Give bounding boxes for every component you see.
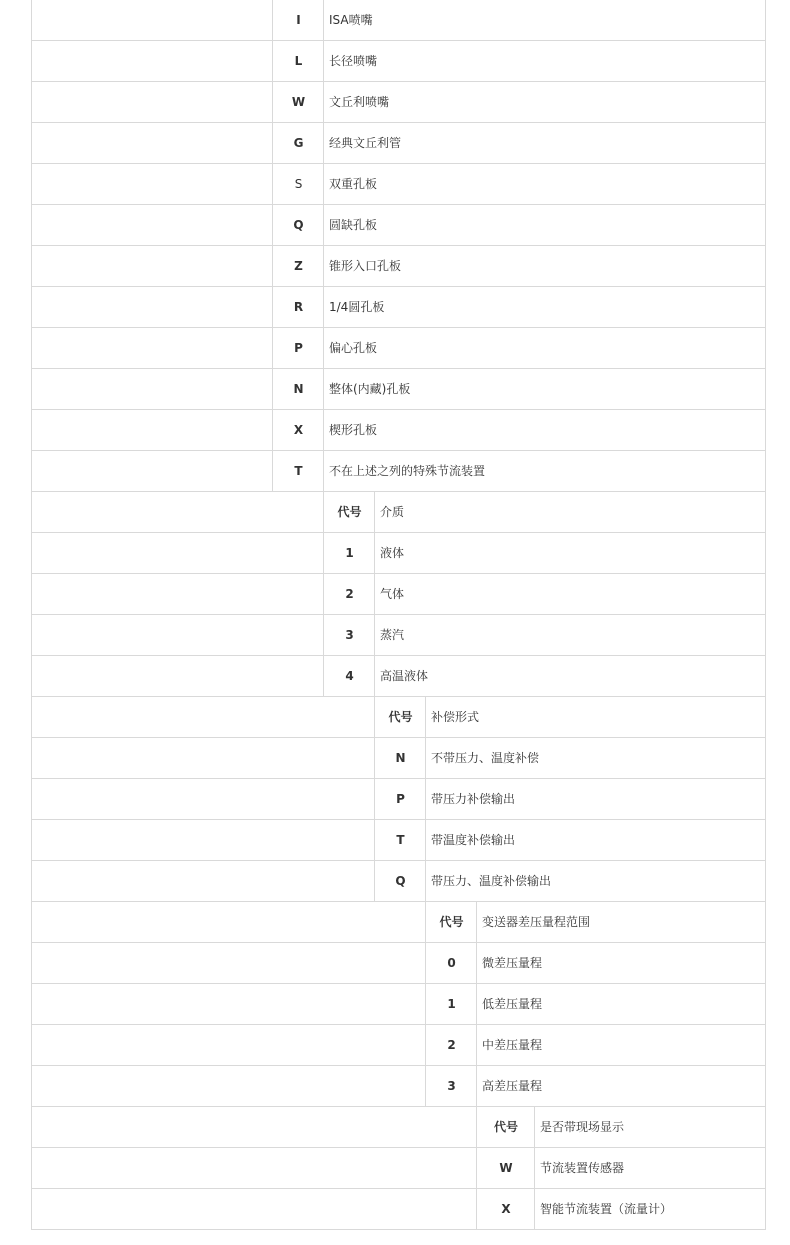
- description-cell: 高温液体: [374, 656, 766, 696]
- description-cell: 楔形孔板: [323, 410, 766, 450]
- table-row: [32, 656, 766, 697]
- code-cell: W: [476, 1148, 535, 1188]
- code-cell: N: [374, 738, 426, 778]
- section-throttle: [32, 0, 766, 492]
- code-cell: X: [476, 1189, 535, 1229]
- description-cell: 长径喷嘴: [323, 41, 766, 81]
- description-cell: 低差压量程: [476, 984, 766, 1024]
- table-row: [32, 451, 766, 492]
- table-row: [32, 164, 766, 205]
- description-cell: ISA喷嘴: [323, 0, 766, 40]
- table-header-row: [32, 902, 766, 943]
- model-code-table: [31, 0, 766, 1230]
- table-row: [32, 0, 766, 41]
- code-header: 代号: [425, 902, 477, 942]
- table-header-row: [32, 492, 766, 533]
- code-cell: 2: [425, 1025, 477, 1065]
- description-cell: 经典文丘利管: [323, 123, 766, 163]
- code-cell: 3: [425, 1066, 477, 1106]
- description-cell: 双重孔板: [323, 164, 766, 204]
- table-row: [32, 984, 766, 1025]
- description-cell: 带压力补偿输出: [425, 779, 766, 819]
- description-header: 补偿形式: [425, 697, 766, 737]
- description-cell: 微差压量程: [476, 943, 766, 983]
- table-header-row: [32, 1107, 766, 1148]
- table-row: [32, 738, 766, 779]
- table-row: [32, 779, 766, 820]
- code-cell: G: [272, 123, 324, 163]
- table-row: [32, 205, 766, 246]
- code-cell: Q: [272, 205, 324, 245]
- table-row: [32, 410, 766, 451]
- code-cell: Z: [272, 246, 324, 286]
- code-cell: P: [272, 328, 324, 368]
- description-cell: 不在上述之列的特殊节流装置: [323, 451, 766, 491]
- description-cell: 气体: [374, 574, 766, 614]
- section-range: [32, 902, 766, 1107]
- table-row: [32, 1025, 766, 1066]
- table-row: [32, 123, 766, 164]
- code-cell: X: [272, 410, 324, 450]
- code-cell: N: [272, 369, 324, 409]
- code-cell: L: [272, 41, 324, 81]
- code-cell: S: [272, 164, 324, 204]
- code-cell: T: [272, 451, 324, 491]
- section-compensation: [32, 697, 766, 902]
- code-cell: 1: [323, 533, 375, 573]
- table-row: [32, 861, 766, 902]
- table-row: [32, 82, 766, 123]
- code-cell: 0: [425, 943, 477, 983]
- description-cell: 智能节流装置（流量计）: [534, 1189, 766, 1229]
- code-header: 代号: [323, 492, 375, 532]
- description-cell: 中差压量程: [476, 1025, 766, 1065]
- description-cell: 节流装置传感器: [534, 1148, 766, 1188]
- table-row: [32, 1189, 766, 1230]
- description-header: 是否带现场显示: [534, 1107, 766, 1147]
- description-cell: 锥形入口孔板: [323, 246, 766, 286]
- description-cell: 蒸汽: [374, 615, 766, 655]
- table-row: [32, 533, 766, 574]
- description-cell: 带温度补偿输出: [425, 820, 766, 860]
- section-display: [32, 1107, 766, 1230]
- description-cell: 不带压力、温度补偿: [425, 738, 766, 778]
- table-header-row: [32, 697, 766, 738]
- description-header: 变送器差压量程范围: [476, 902, 766, 942]
- code-cell: 2: [323, 574, 375, 614]
- table-row: [32, 574, 766, 615]
- code-cell: 4: [323, 656, 375, 696]
- code-cell: R: [272, 287, 324, 327]
- code-cell: 1: [425, 984, 477, 1024]
- table-row: [32, 369, 766, 410]
- code-header: 代号: [374, 697, 426, 737]
- code-cell: Q: [374, 861, 426, 901]
- description-cell: 高差压量程: [476, 1066, 766, 1106]
- description-cell: 文丘利喷嘴: [323, 82, 766, 122]
- description-cell: 液体: [374, 533, 766, 573]
- description-cell: 1/4圆孔板: [323, 287, 766, 327]
- code-cell: W: [272, 82, 324, 122]
- table-row: [32, 820, 766, 861]
- code-cell: 3: [323, 615, 375, 655]
- description-cell: 偏心孔板: [323, 328, 766, 368]
- code-cell: P: [374, 779, 426, 819]
- table-row: [32, 328, 766, 369]
- code-cell: I: [272, 0, 324, 40]
- description-header: 介质: [374, 492, 766, 532]
- table-row: [32, 41, 766, 82]
- table-row: [32, 1148, 766, 1189]
- table-row: [32, 246, 766, 287]
- table-row: [32, 287, 766, 328]
- section-medium: [32, 492, 766, 697]
- description-cell: 整体(内藏)孔板: [323, 369, 766, 409]
- table-row: [32, 943, 766, 984]
- table-row: [32, 615, 766, 656]
- description-cell: 带压力、温度补偿输出: [425, 861, 766, 901]
- code-cell: T: [374, 820, 426, 860]
- description-cell: 圆缺孔板: [323, 205, 766, 245]
- code-header: 代号: [476, 1107, 535, 1147]
- table-row: [32, 1066, 766, 1107]
